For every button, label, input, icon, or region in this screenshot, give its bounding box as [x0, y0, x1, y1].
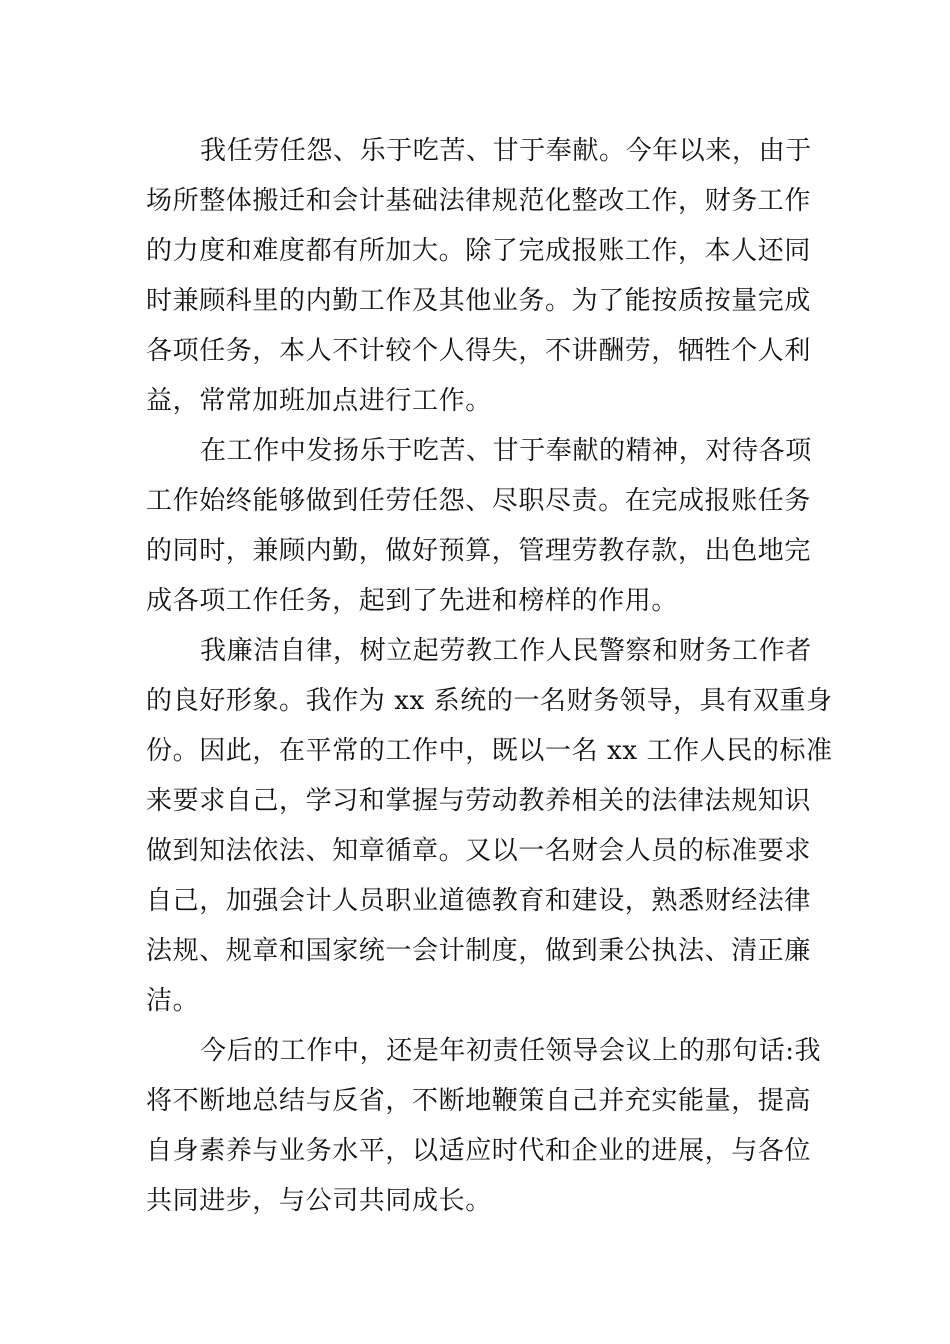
paragraph-1 [146, 126, 812, 426]
text-line: 场所整体搬迁和会计基础法律规范化整改工作，财务工作 [146, 186, 812, 216]
document-body [146, 126, 833, 1226]
text-line: 益，常常加班加点进行工作。 [146, 386, 492, 416]
text-line: 的力度和难度都有所加大。除了完成报账工作，本人还同 [146, 236, 812, 266]
text-line: 今后的工作中，还是年初责任领导会议上的那句话:我 [200, 1036, 822, 1066]
paragraph-3 [146, 626, 833, 1026]
text-line: 自身素养与业务水平，以适应时代和企业的进展，与各位 [146, 1136, 812, 1166]
text-line: 来要求自己，学习和掌握与劳动教养相关的法律法规知识 [146, 786, 812, 816]
paragraph-4 [146, 1026, 822, 1226]
text-line: 我任劳任怨、乐于吃苦、甘于奉献。今年以来，由于 [200, 136, 812, 166]
text-line: 工作始终能够做到任劳任怨、尽职尽责。在完成报账任务 [146, 486, 812, 516]
text-line: 将不断地总结与反省，不断地鞭策自己并充实能量，提高 [146, 1086, 812, 1116]
text-line: 我廉洁自律，树立起劳教工作人民警察和财务工作者 [200, 636, 812, 666]
text-line: 的良好形象。我作为 xx 系统的一名财务领导，具有双重身 [146, 686, 833, 716]
text-line: 各项任务，本人不计较个人得失，不讲酬劳，牺牲个人利 [146, 336, 812, 366]
paragraph-2 [146, 426, 812, 626]
text-line: 自己，加强会计人员职业道德教育和建设，熟悉财经法律 [146, 886, 812, 916]
text-line: 法规、规章和国家统一会计制度，做到秉公执法、清正廉 [146, 936, 812, 966]
text-line: 时兼顾科里的内勤工作及其他业务。为了能按质按量完成 [146, 286, 812, 316]
text-line: 在工作中发扬乐于吃苦、甘于奉献的精神，对待各项 [200, 436, 812, 466]
text-line: 的同时，兼顾内勤，做好预算，管理劳教存款，出色地完 [146, 536, 812, 566]
text-line: 共同进步，与公司共同成长。 [146, 1186, 492, 1216]
text-line: 做到知法依法、知章循章。又以一名财会人员的标准要求 [146, 836, 812, 866]
text-line: 洁。 [146, 986, 200, 1016]
text-line: 份。因此，在平常的工作中，既以一名 xx 工作人民的标准 [146, 736, 833, 766]
text-line: 成各项工作任务，起到了先进和榜样的作用。 [146, 586, 679, 616]
